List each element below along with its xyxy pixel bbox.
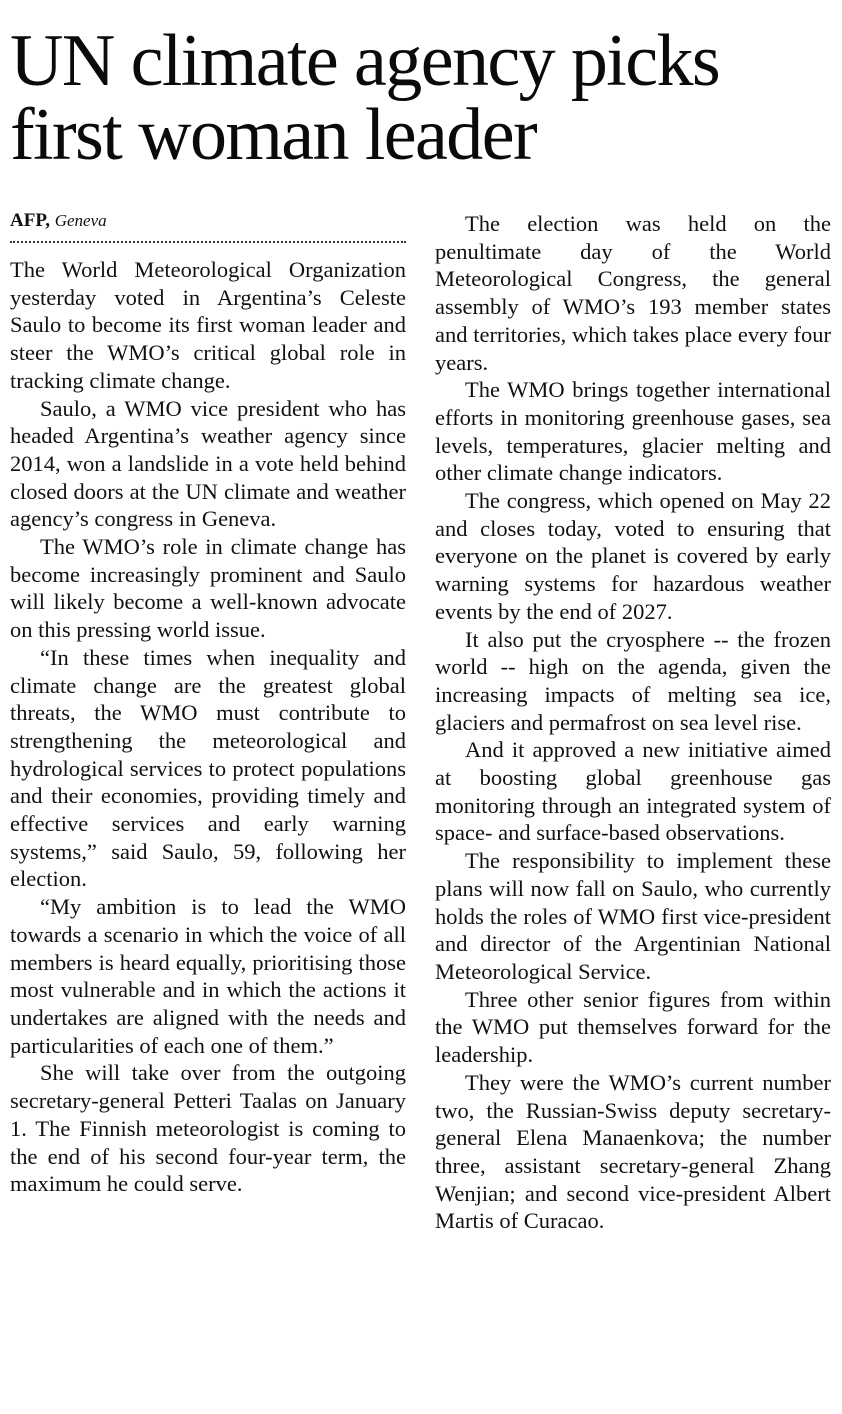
paragraph: And it approved a new initiative aimed at boosting global greenhouse gas monitoring through an integrated system of space- and surface-based observations. — [435, 737, 831, 846]
byline-divider — [10, 241, 406, 243]
paragraph: The World Meteorological Organization yesterday voted in Argentina’s Celeste Saulo to become its first woman leader and steer the WMO’s critical global role in tracking climate change. — [10, 257, 406, 393]
paragraph: Saulo, a WMO vice president who has headed Argentina’s weather agency since 2014, won a landslide in a vote held behind closed doors at the UN climate and weather agency’s congress in Geneva. — [10, 395, 406, 532]
headline: UN climate agency picks first woman leader — [10, 20, 720, 176]
paragraph: The WMO’s role in climate change has become increasingly prominent and Saulo will likely become a well-known advocate on this pressing world issue. — [10, 534, 406, 643]
paragraph: It also put the cryosphere -- the frozen world -- high on the agenda, given the increasing impacts of melting sea ice, glaciers and permafrost on sea level rise. — [435, 626, 831, 735]
paragraph: They were the WMO’s current number two, the Russian-Swiss deputy secretary-general Elena Manaenkova; the number three, assistant secretary-general Zhang Wenjian; and second vice-president Albert Martis of Curacao. — [435, 1069, 831, 1234]
paragraph: The responsibility to implement these plans will now fall on Saulo, who currently holds the roles of WMO first vice-president and director of the Argentinian National Meteorological Service. — [435, 848, 831, 984]
article-column-left — [10, 210, 406, 1198]
byline-place: Geneva — [54, 211, 107, 230]
paragraph: The congress, which opened on May 22 and closes today, voted to ensuring that everyone on the planet is covered by early warning systems for hazardous weather events by the end of 2027. — [435, 488, 831, 624]
byline — [10, 210, 406, 236]
byline-agency: AFP, — [10, 210, 50, 231]
article-column-right — [435, 210, 831, 1235]
paragraph: The election was held on the penultimate day of the World Meteorological Congress, the general assembly of WMO’s 193 member states and territories, which takes place every four years. — [435, 211, 831, 375]
paragraph: Three other senior figures from within the WMO put themselves forward for the leadership. — [435, 986, 831, 1068]
paragraph: “In these times when inequality and climate change are the greatest global threats, the WMO must contribute to strengthening the meteorological and hydrological services to protect populations and their economies, providing timely and effective services and early warning systems,” said Saulo, 59, following her election. — [10, 644, 406, 892]
paragraph: She will take over from the outgoing secretary-general Petteri Taalas on January 1. The Finnish meteorologist is coming to the end of his second four-year term, the maximum he could serve. — [10, 1060, 406, 1197]
paragraph: The WMO brings together international efforts in monitoring greenhouse gases, sea levels, temperatures, glacier melting and other climate change indicators. — [435, 377, 831, 486]
paragraph: “My ambition is to lead the WMO towards a scenario in which the voice of all members is heard equally, prioritising those most vulnerable and in which the actions it undertakes are aligned with the needs and particularities of each one of them.” — [10, 894, 406, 1058]
